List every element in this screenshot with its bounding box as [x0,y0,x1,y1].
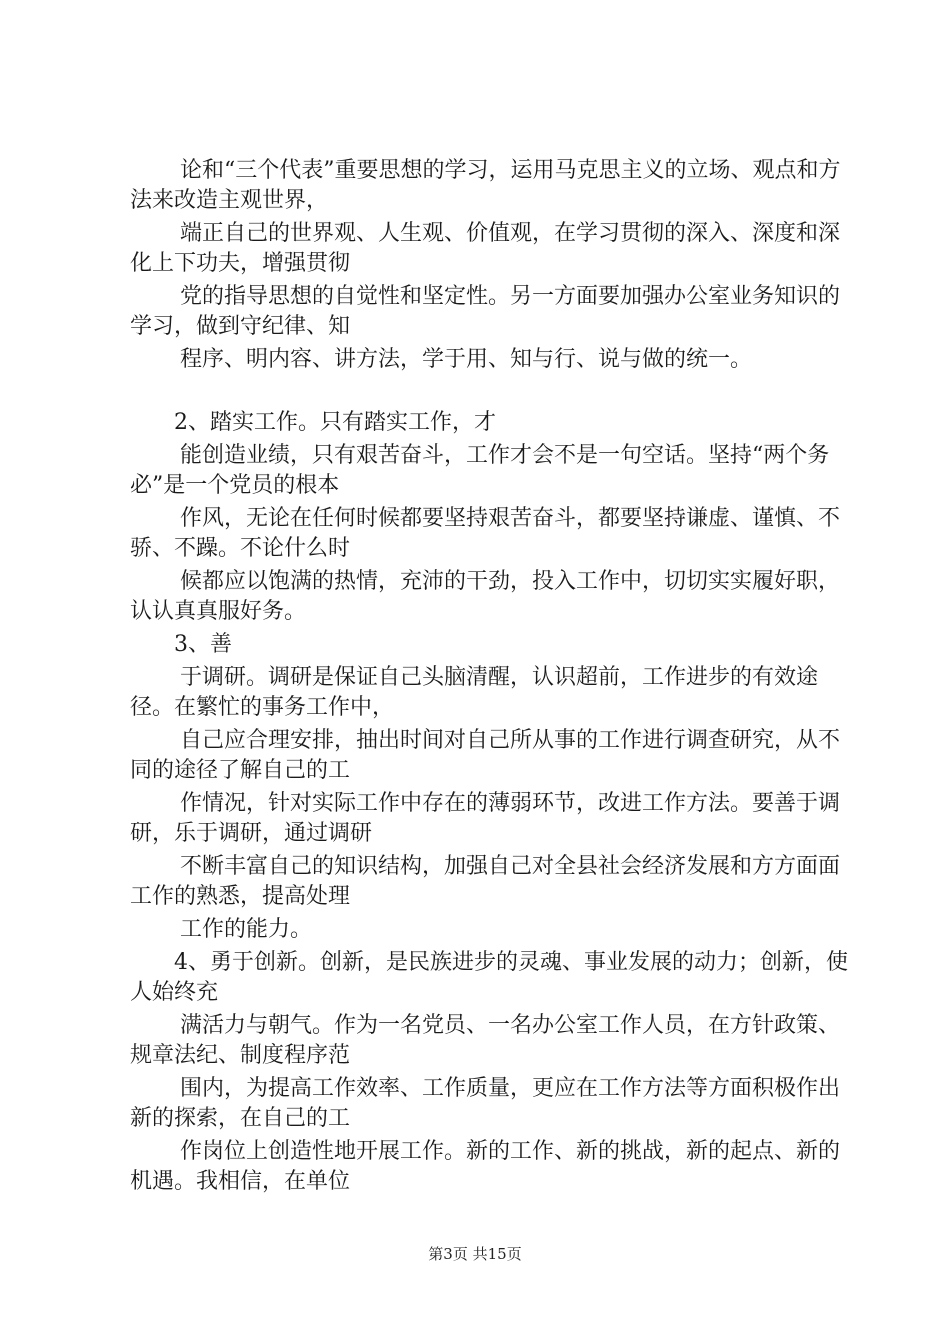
paragraph: 能创造业绩，只有艰苦奋斗，工作才会不是一句空话。坚持“两个务必”是一个党员的根本 [130,443,830,498]
paragraph: 作岗位上创造性地开展工作。新的工作、新的挑战，新的起点、新的机遇。我相信，在单位 [130,1139,841,1194]
paragraph: 不断丰富自己的知识结构，加强自己对全县社会经济发展和方方面面工作的熟悉，提高处理 [130,854,841,909]
paragraph: 满活力与朝气。作为一名党员、一名办公室工作人员，在方针政策、规章法纪、制度程序范 [130,1013,841,1068]
paragraph: 端正自己的世界观、人生观、价值观，在学习贯彻的深入、深度和深化上下功夫，增强贯彻 [130,221,841,276]
paragraph: 自己应合理安排，抽出时间对自己所从事的工作进行调查研究，从不同的途径了解自己的工 [130,728,841,783]
paragraph-gap [130,378,850,408]
paragraph: 作风，无论在任何时候都要坚持艰苦奋斗，都要坚持谦虚、谨慎、不骄、不躁。不论什么时 [130,506,841,561]
paragraph: 作情况，针对实际工作中存在的薄弱环节，改进工作方法。要善于调研，乐于调研，通过调研 [130,791,841,846]
paragraph: 党的指导思想的自觉性和坚定性。另一方面要加强办公室业务知识的学习，做到守纪律、知 [130,284,841,339]
paragraph: 围内，为提高工作效率、工作质量，更应在工作方法等方面积极作出新的探索，在自己的工 [130,1076,841,1131]
document-body [130,156,850,1200]
paragraph-item-heading: 3、善 [174,632,232,657]
paragraph: 论和“三个代表”重要思想的学习，运用马克思主义的立场、观点和方法来改造主观世界， [130,158,841,213]
paragraph: 程序、明内容、讲方法，学于用、知与行、说与做的统一。 [180,347,753,372]
paragraph-item-heading: 2、踏实工作。只有踏实工作，才 [174,410,496,435]
page-number-footer: 第3页 共15页 [428,1245,522,1263]
paragraph: 工作的能力。 [180,917,313,942]
paragraph: 候都应以饱满的热情，充沛的干劲，投入工作中，切切实实履好职，认认真真服好务。 [130,569,841,624]
paragraph: 于调研。调研是保证自己头脑清醒，认识超前，工作进步的有效途径。在繁忙的事务工作中， [130,665,819,720]
paragraph: 4、勇于创新。创新，是民族进步的灵魂、事业发展的动力；创新，使人始终充 [130,950,848,1005]
